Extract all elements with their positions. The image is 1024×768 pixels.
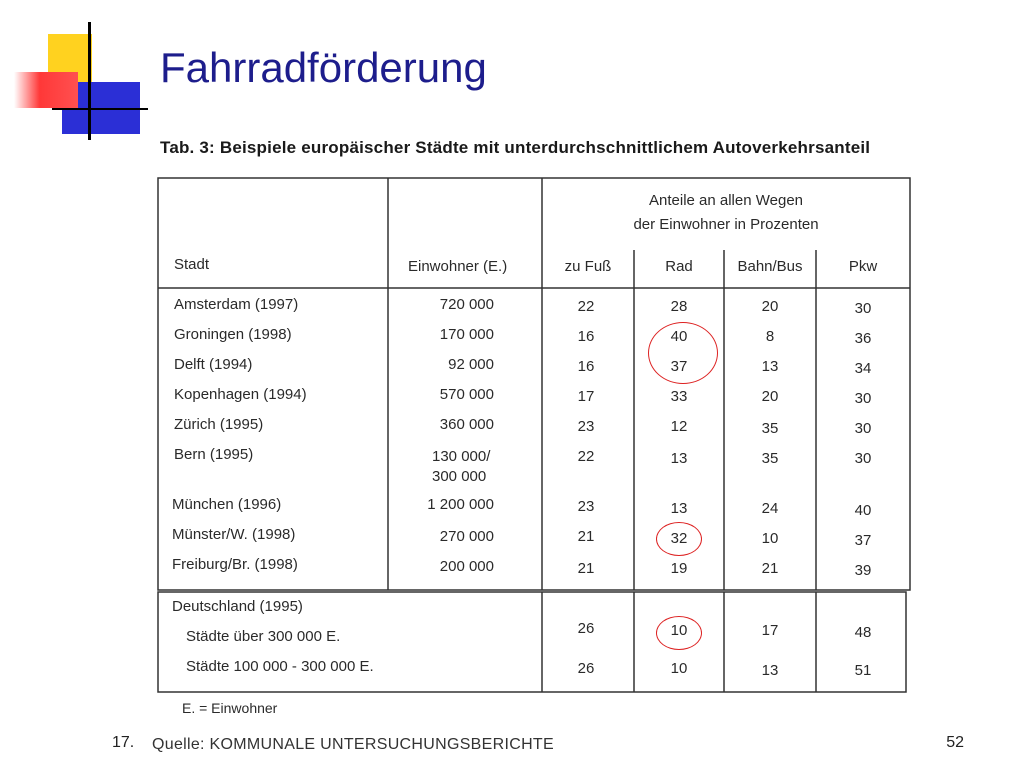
cell-car: 51 — [854, 662, 872, 679]
header-car: Pkw — [848, 258, 878, 275]
cell-bike: 13 — [670, 500, 688, 517]
cell-bike: 40 — [670, 328, 688, 345]
cell-foot: 17 — [577, 388, 595, 405]
table-footnote: E. = Einwohner — [182, 700, 278, 716]
cell-bike: 37 — [670, 358, 688, 375]
cell-foot: 26 — [577, 660, 595, 677]
header-transit: Bahn/Bus — [737, 258, 803, 275]
header-population: Einwohner (E.) — [408, 258, 508, 275]
cell-city: Zürich (1995) — [174, 416, 264, 433]
cell-population: 720 000 — [439, 296, 494, 313]
cell-city: Kopenhagen (1994) — [174, 386, 307, 403]
logo-horizontal-line — [52, 108, 148, 110]
cell-car: 39 — [854, 562, 872, 579]
cell-population: 130 000/ — [432, 448, 491, 465]
cell-transit: 13 — [761, 358, 779, 375]
cell-bike: 13 — [670, 450, 688, 467]
cell-foot: 22 — [577, 298, 595, 315]
cell-car: 40 — [854, 502, 872, 519]
highlight-circle-muenster — [656, 522, 702, 556]
cell-bike: 33 — [670, 388, 688, 405]
logo-red-bar — [14, 72, 78, 108]
cell-foot: 21 — [577, 560, 595, 577]
header-bike: Rad — [665, 258, 693, 275]
cell-foot: 16 — [577, 328, 595, 345]
cell-car: 36 — [854, 330, 872, 347]
cell-foot: 22 — [577, 448, 595, 465]
cell-transit: 8 — [765, 328, 775, 345]
cell-bike: 19 — [670, 560, 688, 577]
cell-bike: 12 — [670, 418, 688, 435]
cell-population: 200 000 — [439, 558, 494, 575]
cell-city: München (1996) — [172, 496, 282, 513]
page-number: 52 — [946, 734, 964, 751]
cell-city: Bern (1995) — [174, 446, 254, 463]
group-header-line1: Anteile an allen Wegen — [649, 192, 803, 209]
germany-label: Deutschland (1995) — [172, 598, 303, 615]
cell-car: 30 — [854, 300, 872, 317]
cell-transit: 20 — [761, 388, 779, 405]
slide-logo — [0, 0, 160, 150]
footer-date: 17. — [112, 734, 135, 751]
cell-transit: 13 — [761, 662, 779, 679]
cell-car: 30 — [854, 450, 872, 467]
group-header-line2: der Einwohner in Prozenten — [633, 216, 819, 233]
cell-car: 37 — [854, 532, 872, 549]
cell-bike: 10 — [670, 660, 688, 677]
cell-city: Münster/W. (1998) — [172, 526, 296, 543]
cell-population: 360 000 — [439, 416, 494, 433]
cell-population: 570 000 — [439, 386, 494, 403]
cell-transit: 17 — [761, 622, 779, 639]
cell-car: 30 — [854, 390, 872, 407]
cell-bike: 28 — [670, 298, 688, 315]
cell-transit: 21 — [761, 560, 779, 577]
cell-bike: 10 — [670, 622, 688, 639]
scanned-table — [150, 130, 920, 730]
header-city: Stadt — [174, 256, 210, 273]
cell-city: Groningen (1998) — [174, 326, 292, 343]
cell-transit: 24 — [761, 500, 779, 517]
table-caption: Tab. 3: Beispiele europäischer Städte mit unterdurchschnittlichem Autoverkehrsanteil — [160, 138, 871, 157]
cell-foot: 23 — [577, 418, 595, 435]
cell-city: Freiburg/Br. (1998) — [172, 556, 298, 573]
cell-population: 170 000 — [439, 326, 494, 343]
cell-car: 34 — [854, 360, 872, 377]
page-title: Fahrradförderung — [160, 44, 487, 91]
cell-transit: 10 — [761, 530, 779, 547]
cell-population-line2: 300 000 — [432, 468, 487, 485]
header-foot: zu Fuß — [564, 258, 612, 275]
cell-foot: 16 — [577, 358, 595, 375]
cell-city: Amsterdam (1997) — [174, 296, 299, 313]
cell-foot: 21 — [577, 528, 595, 545]
cell-city: Städte 100 000 - 300 000 E. — [186, 658, 374, 675]
cell-car: 48 — [854, 624, 872, 641]
cell-transit: 35 — [761, 420, 779, 437]
cell-population: 1 200 000 — [427, 496, 494, 513]
cell-population: 270 000 — [439, 528, 494, 545]
cell-bike: 32 — [670, 530, 688, 547]
cell-foot: 26 — [577, 620, 595, 637]
highlight-circle-germany — [656, 616, 702, 650]
highlight-circle-groningen-delft — [648, 322, 718, 384]
logo-vertical-line — [88, 22, 91, 140]
footer-source: Quelle: KOMMUNALE UNTERSUCHUNGSBERICHTE — [152, 736, 554, 753]
cell-city: Städte über 300 000 E. — [186, 628, 341, 645]
cell-transit: 35 — [761, 450, 779, 467]
cell-car: 30 — [854, 420, 872, 437]
cell-foot: 23 — [577, 498, 595, 515]
cell-population: 92 000 — [448, 356, 494, 373]
cell-transit: 20 — [761, 298, 779, 315]
cell-city: Delft (1994) — [174, 356, 253, 373]
